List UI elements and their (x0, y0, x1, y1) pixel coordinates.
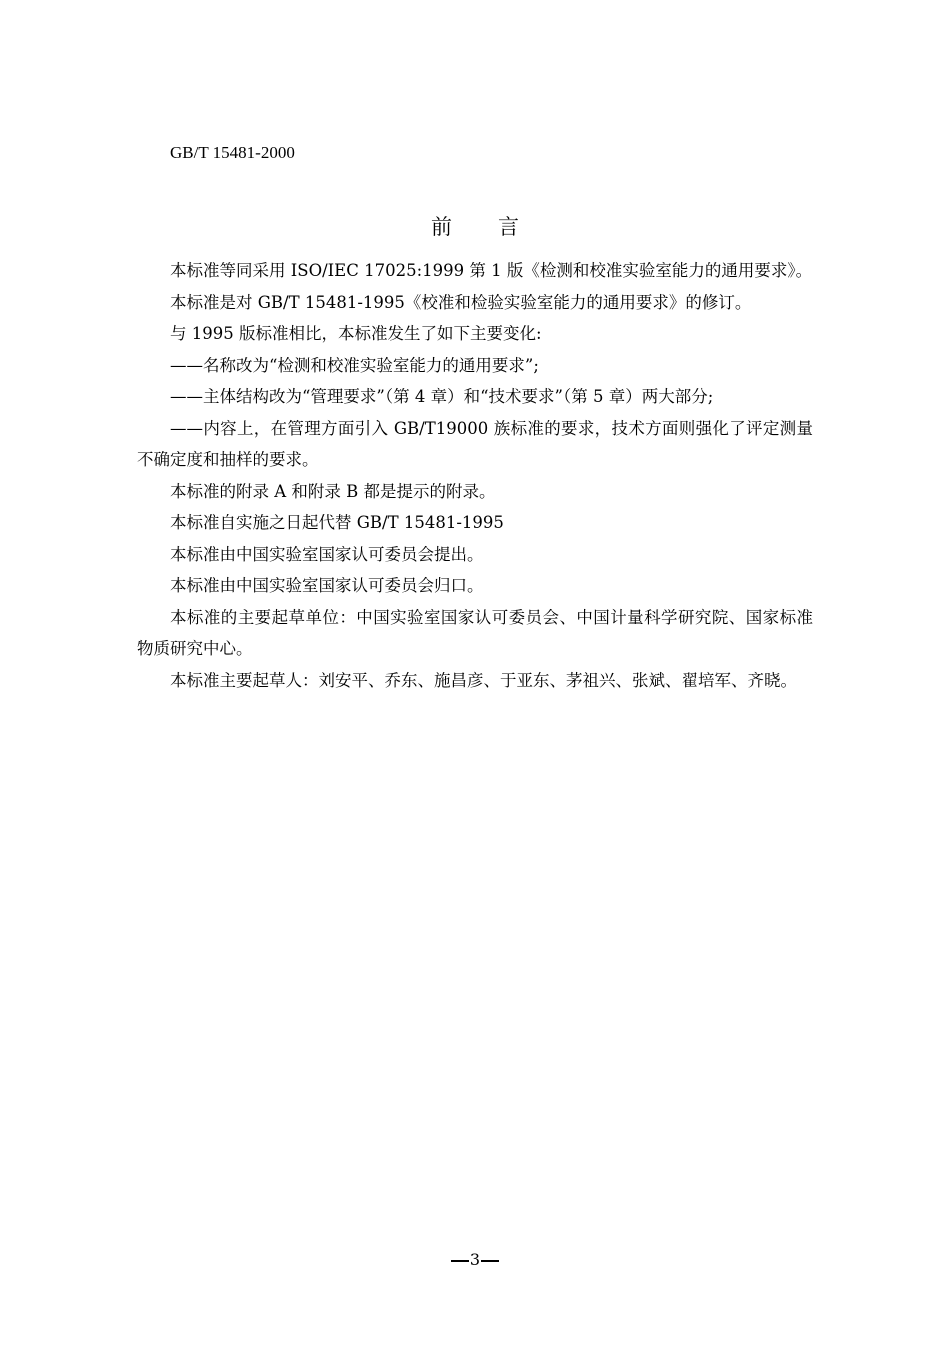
paragraph-adoption: 本标准等同采用 ISO/IEC 17025:1999 第 1 版《检测和校准实验室能力的通用要求》。 (170, 261, 813, 280)
foreword-body (137, 255, 813, 696)
page-number (0, 1248, 950, 1272)
paragraph-revision: 本标准是对 GB/T 15481-1995《校准和检验实验室能力的通用要求》的修订。 (170, 292, 752, 312)
paragraph-change-name: ——名称改为“检测和校准实验室能力的通用要求”; (170, 355, 539, 375)
paragraph-change-structure: ——主体结构改为“管理要求”（第 4 章）和“技术要求”（第 5 章）两大部分; (170, 387, 714, 406)
paragraph-replaces: 本标准自实施之日起代替 GB/T 15481-1995 (170, 513, 504, 532)
paragraph-drafting-units: 本标准的主要起草单位：中国实验室国家认可委员会、中国计量科学研究院、国家标准物质研究中心。 (137, 607, 813, 658)
page-title (0, 212, 950, 242)
paragraph-proposed-by: 本标准由中国实验室国家认可委员会提出。 (170, 544, 484, 564)
standard-code: GB/T 15481-2000 (170, 143, 295, 162)
page-number-value: 3 (469, 1250, 481, 1269)
paragraph-drafters: 本标准主要起草人：刘安平、乔东、施昌彦、于亚东、茅祖兴、张斌、翟培军、齐晓。 (170, 670, 797, 690)
paragraph-centralized-by: 本标准由中国实验室国家认可委员会归口。 (170, 576, 484, 595)
paragraph-annexes: 本标准的附录 A 和附录 B 都是提示的附录。 (170, 481, 496, 501)
title-char-2: 言 (498, 215, 519, 239)
paragraph-change-content: ——内容上，在管理方面引入 GB/T19000 族标准的要求，技术方面则强化了评定测量不确定度和抽样的要求。 (137, 418, 813, 469)
page-number-dash-left (451, 1260, 469, 1262)
paragraph-changes-intro: 与 1995 版标准相比，本标准发生了如下主要变化: (170, 324, 542, 343)
page-number-dash-right (481, 1260, 499, 1262)
title-char-1: 前 (431, 215, 452, 239)
